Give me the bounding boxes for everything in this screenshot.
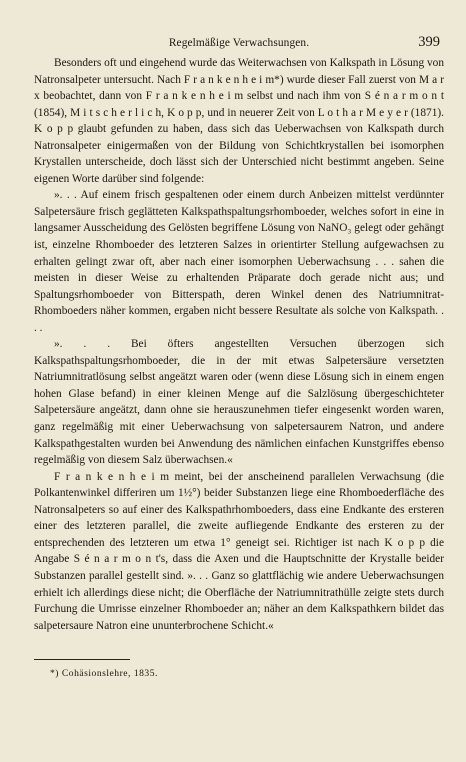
body-text: [34, 55, 444, 634]
footnote-rule: [34, 659, 130, 660]
quotation-paragraph-2: ». . . Bei öfters angestellten Versuchen überzogen sich Kalkspathspaltungsrhomboeder, die in der mit etwas Salpetersäure versetzten Natriumnitratlösung selbst angeätzt waren oder (wenn diese Lösung sich in einem engen hohen Glase befand) in einer kleinen Menge auf die Salzlösung übergeschichteter Salpetersäure angeätzt, dann ohne sie herauszunehmen tiefer eingesenkt worden waren, ganz regelmäßig mit einer Ueberwachsung von salpetersaurem Natron, und andere Kalkspathgestalten wurden bei Anwendung des nämlichen einfachen Kunstgriffes ebenso regelmäßig von diesem Salz überwachsen.«: [34, 338, 444, 467]
quotation-paragraph-1: ». . . Auf einem frisch gespaltenen oder einem durch Anbeizen mittelst verdünnter Salpetersäure frisch geglätteten Kalkspathspaltungsrhomboeder, welches sofort in eine in langsamer Ausscheidung des Gelösten begriffene Lösung von NaNO₃ gelegt oder gehängt ist, einzelne Rhomboeder des letzteren Salzes in orientirter Stellung aufgewachsen zu erhalten gelingt zwar oft, aber nach einer isomorphen Ueberwachsung . . . sahen die meisten in dieser Weise zu erhaltenden Präparate doch gerade nicht aus; und Spaltungsrhomboeder von Bitterspath, deren Winkel denen des Natriumnitrat-Rhomboeders näher kommen, ergaben nicht bessere Resultate als solche von Kalkspath. . . .: [34, 189, 444, 334]
page-header: [34, 31, 444, 55]
paragraph-2: F r a n k e n h e i m meint, bei der anscheinend parallelen Verwachsung (die Polkantenwinkel differiren um 1½°) beider Substanzen liege eine Rhomboederfläche des Natronsalpeters so auf einer des Kalkspathrhomboeders, dass eine Endkante des ersteren einer des letzteren parallel, die zweite aufliegende Endkante des ersteren zu der entsprechenden des letzteren um etwa 1° geneigt sei. Richtiger ist nach K o p p die Angabe S é n a r m o n t's, dass die Axen und die Hauptschnitte der Krystalle beider Substanzen parallel gestellt sind. ». . . Ganz so glattflächig wie andere Ueberwachsungen erhielt ich allerdings diese nicht; die Oberfläche der Natriumnitrathülle zeigte stets durch Furchung die Umrisse einzelner Rhomboeder an; näher an dem Kalkspathkern bildet das salpetersaure Natron eine ununterbrochene Schicht.«: [34, 470, 444, 632]
page-number: 399: [418, 34, 440, 50]
paragraph-1: Besonders oft und eingehend wurde das Weiterwachsen von Kalkspath in Lösung von Natronsalpeter untersucht. Nach F r a n k e n h e i m*) wurde dieser Fall zuerst von M a r x beobachtet, dann von F r a n k e n h e i m selbst und nach ihm von S é n a r m o n t (1854), M i t s c h e r l i c h, K o p p, und in neuerer Zeit von L o t h a r M e y e r (1871). K o p p glaubt gefunden zu haben, dass sich das Ueberwachsen von Kalkspath durch Natronsalpeter einigermaßen von der Bildung von Schichtkrystallen bei isomorphen Krystallen unterscheide, doch lässt sich der Unterschied nicht bestimmt angeben. Seine eigenen Worte darüber sind folgende:: [34, 57, 444, 185]
running-title: Regelmäßige Verwachsungen.: [168, 37, 310, 49]
footnote: *) Cohäsionslehre, 1835.: [50, 668, 158, 680]
